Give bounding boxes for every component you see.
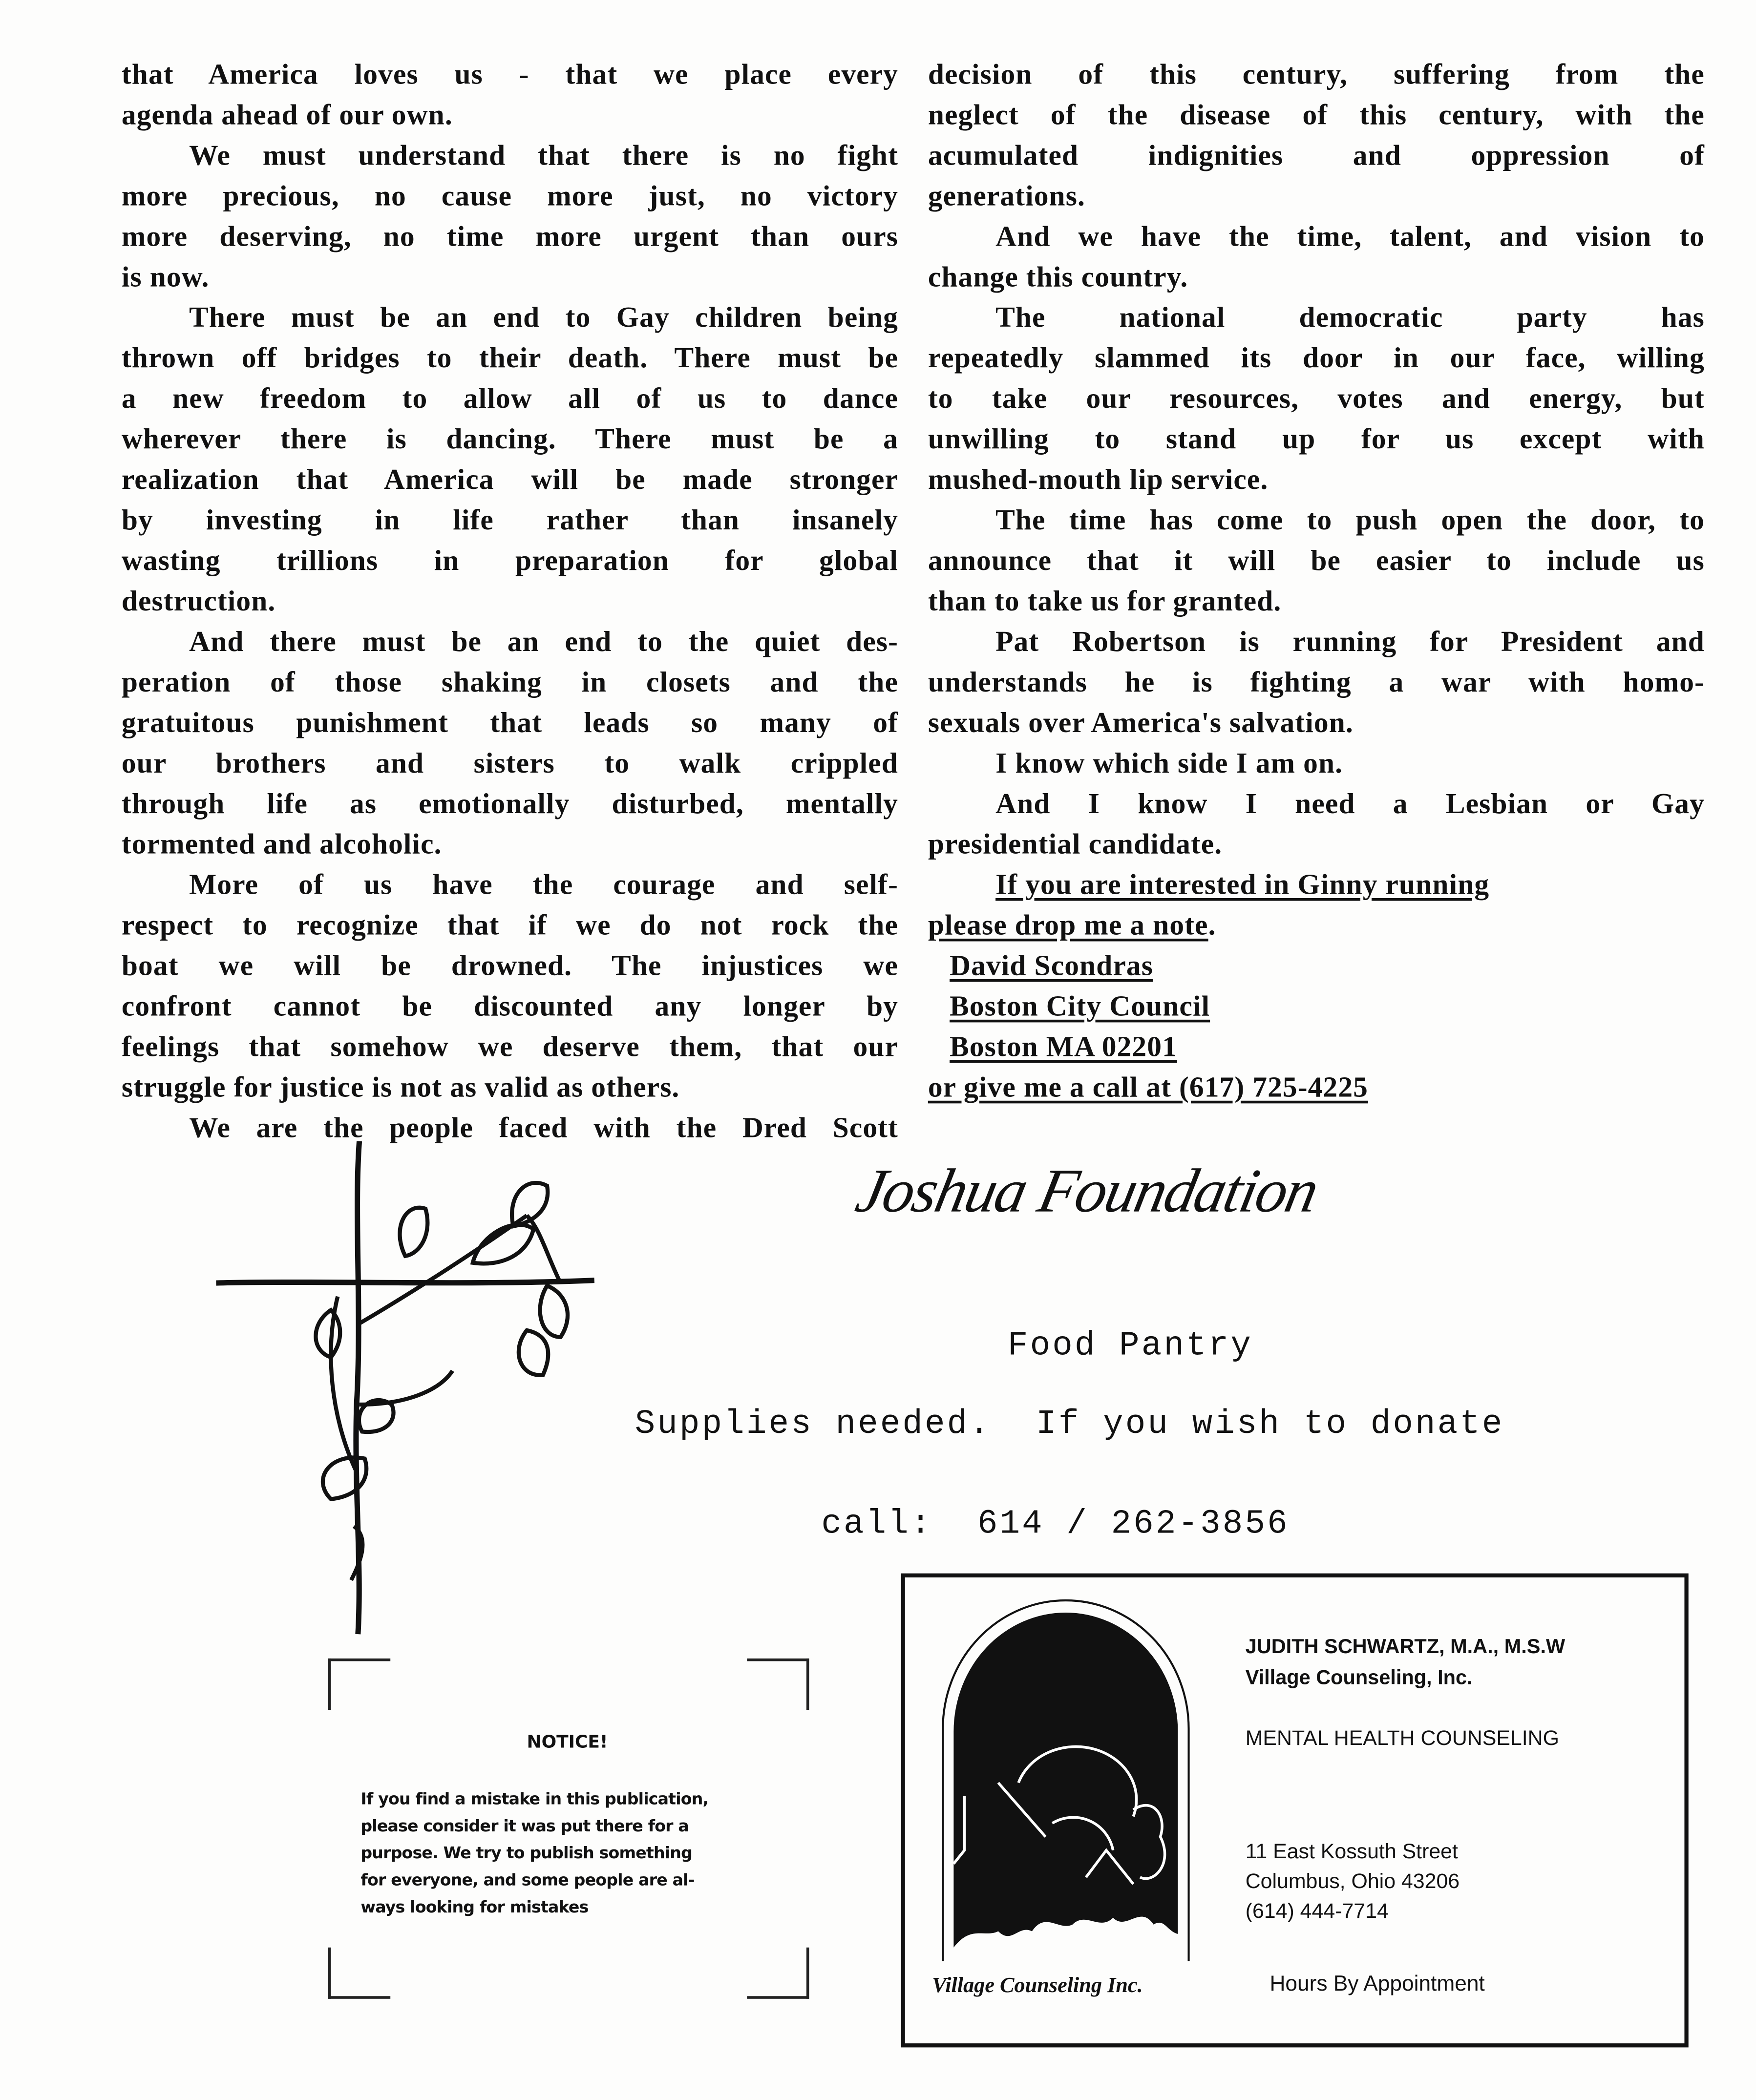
notice-title: NOTICE! [527, 1733, 608, 1753]
text-line: sexuals over America's salvation. [928, 706, 1354, 739]
text-line: I know which side I am on. [995, 747, 1343, 779]
text-line: announce that it will be easier to include us [928, 544, 1705, 577]
contact-phone [928, 1067, 1705, 1108]
village-counseling-logo [937, 1594, 1194, 1965]
text-line: And I know I need a Lesbian or Gay [995, 787, 1705, 820]
text-line: realization that America will be made stronger [121, 463, 898, 496]
contact-city-text: Boston MA 02201 [950, 1030, 1177, 1063]
appeal-text-2: please drop me a note [928, 909, 1208, 942]
text-line: And there must be an end to the quiet des- [189, 625, 898, 658]
text-line: wasting trillions in preparation for global [121, 544, 898, 577]
ad-hours: Hours By Appointment [1269, 1973, 1485, 1996]
text-line: And we have the time, talent, and vision to [995, 220, 1705, 253]
contact-name [928, 945, 1726, 986]
joshua-foundation-title: Joshua Foundation [850, 1156, 1324, 1225]
text-line: We are the people faced with the Dred Scott [189, 1111, 898, 1144]
text-line: The national democratic party has [995, 301, 1705, 334]
text-line: acumulated indignities and oppression of [928, 139, 1705, 172]
notice-corner-br [747, 1948, 809, 1999]
text-line: struggle for justice is not as valid as others. [121, 1071, 680, 1104]
appeal-text-1: If you are interested in Ginny running [995, 868, 1490, 901]
supplies-needed-text: Supplies needed. If you wish to donate [635, 1405, 1504, 1444]
text-line: a new freedom to allow all of us to dance [121, 382, 898, 415]
ad-logo-text: Village Counseling Inc. [932, 1974, 1143, 1998]
text-line: our brothers and sisters to walk crippled [121, 747, 898, 779]
ad-service: MENTAL HEALTH COUNSELING [1245, 1727, 1560, 1750]
text-line: tormented and alcoholic. [121, 828, 442, 861]
text-line: to take our resources, votes and energy, but [928, 382, 1705, 415]
text-line: peration of those shaking in closets and the [121, 666, 898, 698]
notice-line: please consider it was put there for a [360, 1816, 689, 1836]
text-line: is now. [121, 260, 210, 294]
ad-phone: (614) 444-7714 [1245, 1900, 1389, 1923]
contact-org [928, 986, 1726, 1027]
appeal-line-1 [928, 864, 1705, 905]
text-line: There must be an end to Gay children being [189, 301, 898, 334]
text-line: more deserving, no time more urgent than ours [121, 220, 898, 253]
notice-corner-bl [328, 1948, 390, 1999]
text-line: than to take us for granted. [928, 585, 1282, 617]
text-line: respect to recognize that if we do not rock the [121, 909, 898, 942]
text-line: Pat Robertson is running for President and [995, 625, 1705, 658]
notice-corner-tr [747, 1659, 809, 1710]
text-line: change this country. [928, 260, 1188, 294]
text-line: that America loves us - that we place every [121, 58, 898, 91]
text-line: agenda ahead of our own. [121, 98, 453, 131]
text-line: mushed-mouth lip service. [928, 463, 1269, 496]
text-line: understands he is fighting a war with homo- [928, 666, 1705, 698]
contact-phone-text: or give me a call at (617) 725-4225 [928, 1071, 1369, 1104]
contact-name-text: David Scondras [950, 949, 1154, 982]
donate-phone-text: call: 614 / 262-3856 [821, 1504, 1290, 1544]
village-counseling-ad [901, 1574, 1689, 2048]
food-pantry-heading: Food Pantry [1007, 1326, 1253, 1365]
text-line: wherever there is dancing. There must be a [121, 422, 898, 455]
text-line: decision of this century, suffering from the [928, 58, 1705, 91]
text-line: generations. [928, 179, 1085, 212]
text-line: feelings that somehow we deserve them, that our [121, 1030, 898, 1063]
text-line: confront cannot be discounted any longer by [121, 990, 898, 1023]
text-line: more precious, no cause more just, no victory [121, 179, 898, 212]
text-line: by investing in life rather than insanely [121, 504, 898, 536]
text-line: thrown off bridges to their death. There must be [121, 341, 898, 375]
notice-line: ways looking for mistakes [360, 1897, 589, 1917]
ad-address-street: 11 East Kossuth Street [1245, 1841, 1458, 1864]
appeal-period: . [1208, 909, 1216, 942]
text-line: neglect of the disease of this century, with the [928, 98, 1705, 131]
notice-line: for everyone, and some people are al- [360, 1870, 695, 1890]
appeal-line-2 [928, 905, 1705, 945]
ad-company-name: Village Counseling, Inc. [1245, 1666, 1473, 1690]
notice-corner-tl [328, 1659, 390, 1710]
text-line: destruction. [121, 585, 276, 617]
cross-vine-illustration [203, 1134, 608, 1641]
text-line: The time has come to push open the door, to [995, 504, 1705, 536]
notice-line: purpose. We try to publish something [360, 1843, 693, 1863]
ad-address-city: Columbus, Ohio 43206 [1245, 1870, 1460, 1894]
text-line: presidential candidate. [928, 828, 1223, 861]
text-line: repeatedly slammed its door in our face, willing [928, 341, 1705, 375]
text-line: through life as emotionally disturbed, mentally [121, 787, 898, 820]
notice-line: If you find a mistake in this publication, [360, 1789, 709, 1808]
text-line: We must understand that there is no fight [189, 139, 898, 172]
contact-org-text: Boston City Council [950, 990, 1210, 1023]
text-line: unwilling to stand up for us except with [928, 422, 1705, 455]
ad-counselor-name: JUDITH SCHWARTZ, M.A., M.S.W [1245, 1635, 1566, 1659]
contact-city [928, 1027, 1726, 1067]
text-line: gratuitous punishment that leads so many of [121, 706, 898, 739]
text-line: boat we will be drowned. The injustices we [121, 949, 898, 982]
text-line: More of us have the courage and self- [189, 868, 898, 901]
